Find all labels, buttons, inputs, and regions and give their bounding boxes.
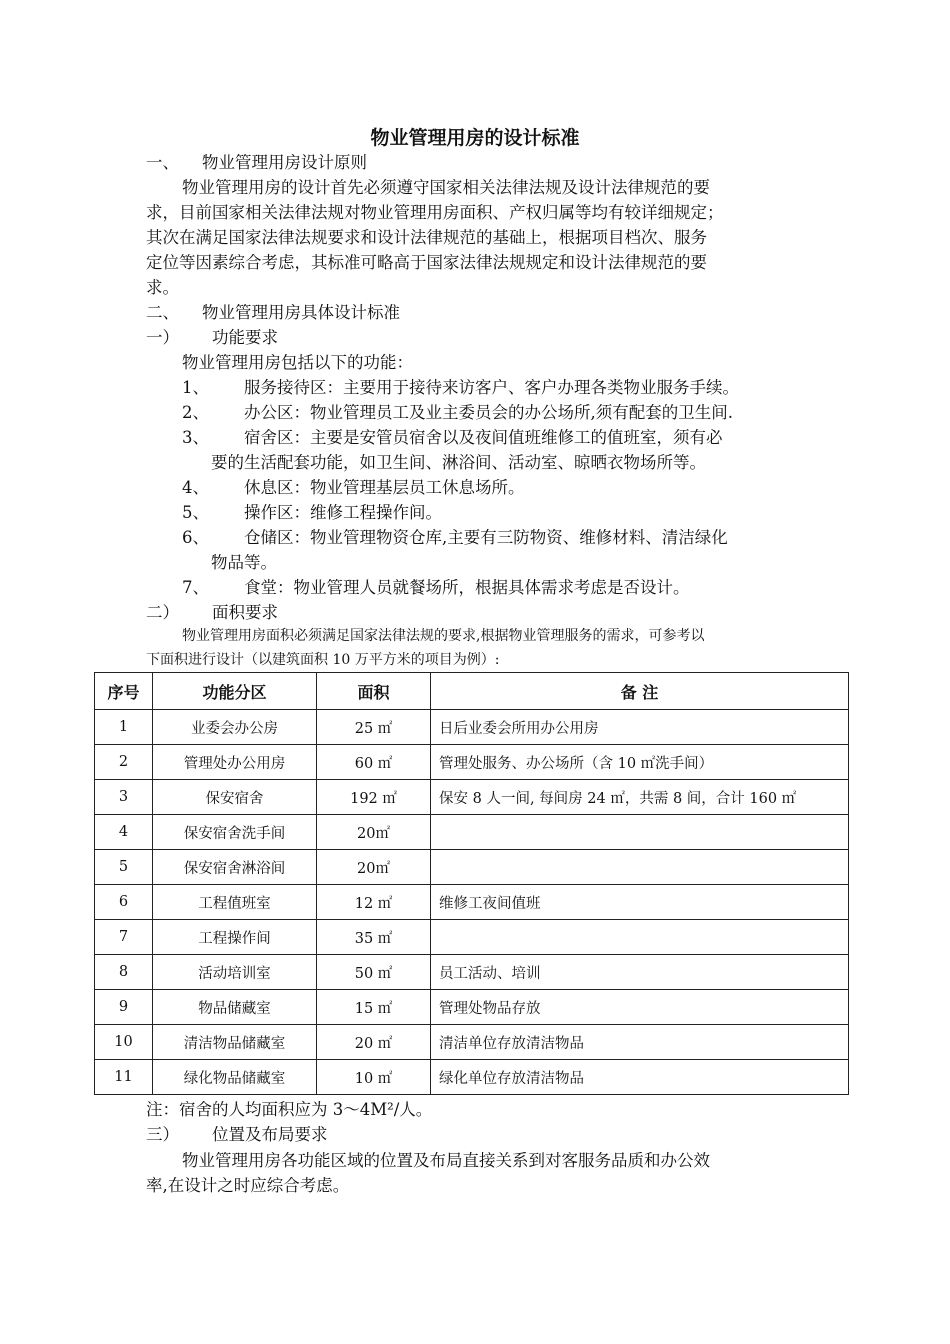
cell-serial: 2: [95, 745, 153, 780]
header-serial: 序号: [95, 673, 153, 710]
table-row: [95, 1025, 849, 1060]
area-intro-line: 下面积进行设计（以建筑面积 10 万平方米的项目为例）:: [146, 652, 500, 668]
cell-note: 保安 8 人一间, 每间房 24 ㎡，共需 8 间，合计 160 ㎡: [431, 780, 849, 815]
paragraph-line: 其次在满足国家法律法规要求和设计法律规范的基础上，根据项目档次、服务: [146, 228, 707, 247]
cell-area: 20㎡: [317, 850, 431, 885]
cell-serial: 7: [95, 920, 153, 955]
table-row: [95, 780, 849, 815]
cell-note: [431, 850, 849, 885]
function-item-number: 5、: [182, 503, 209, 522]
section-2-heading: [146, 300, 400, 325]
cell-area: 50 ㎡: [317, 955, 431, 990]
function-item-text: 宿舍区：主要是安管员宿舍以及夜间值班维修工的值班室，须有必: [244, 428, 723, 447]
document-title: 物业管理用房的设计标准: [370, 127, 580, 149]
subsection-1-heading: [146, 325, 278, 350]
section-2-title: 物业管理用房具体设计标准: [202, 303, 400, 322]
cell-area: 12 ㎡: [317, 885, 431, 920]
subsection-2-title: 面积要求: [212, 603, 278, 622]
function-item-number: 4、: [182, 478, 209, 497]
cell-serial: 1: [95, 710, 153, 745]
function-item-continuation: 物品等。: [211, 553, 277, 572]
cell-zone: 物品储藏室: [153, 990, 317, 1025]
section-1-heading: [146, 150, 367, 175]
paragraph-line: 物业管理用房各功能区域的位置及布局直接关系到对客服务品质和办公效: [182, 1151, 710, 1170]
cell-note: 维修工夜间值班: [431, 885, 849, 920]
cell-zone: 业委会办公房: [153, 710, 317, 745]
header-zone: 功能分区: [153, 673, 317, 710]
function-item: [182, 425, 723, 450]
cell-serial: 5: [95, 850, 153, 885]
cell-serial: 4: [95, 815, 153, 850]
table-row: [95, 815, 849, 850]
function-item: [182, 400, 733, 425]
function-item-number: 3、: [182, 428, 209, 447]
cell-zone: 保安宿舍洗手间: [153, 815, 317, 850]
table-body: [95, 710, 849, 1095]
cell-note: 员工活动、培训: [431, 955, 849, 990]
function-item-number: 1、: [182, 378, 209, 397]
function-item-text: 食堂：物业管理人员就餐场所，根据具体需求考虑是否设计。: [244, 578, 690, 597]
cell-zone: 工程值班室: [153, 885, 317, 920]
table-row: [95, 920, 849, 955]
paragraph-line: 率,在设计之时应综合考虑。: [146, 1176, 350, 1195]
area-table: [94, 672, 849, 1095]
function-item: [182, 575, 690, 600]
table-row: [95, 990, 849, 1025]
cell-serial: 9: [95, 990, 153, 1025]
cell-serial: 11: [95, 1060, 153, 1095]
section-2-number: 二、: [146, 303, 179, 322]
table-note: 注：宿舍的人均面积应为 3～4M²/人。: [146, 1100, 433, 1119]
subsection-1-title: 功能要求: [212, 328, 278, 347]
subsection-2-heading: [146, 600, 278, 625]
cell-area: 20㎡: [317, 815, 431, 850]
area-intro-line: 物业管理用房面积必须满足国家法律法规的要求,根据物业管理服务的需求，可参考以: [182, 628, 705, 644]
section-1-number: 一、: [146, 153, 179, 172]
cell-area: 20 ㎡: [317, 1025, 431, 1060]
cell-note: 管理处服务、办公场所（含 10 ㎡洗手间）: [431, 745, 849, 780]
function-item: [182, 500, 442, 525]
cell-zone: 清洁物品储藏室: [153, 1025, 317, 1060]
cell-area: 60 ㎡: [317, 745, 431, 780]
function-item: [182, 375, 739, 400]
subsection-3-title: 位置及布局要求: [212, 1125, 328, 1144]
header-note: 备 注: [431, 673, 849, 710]
cell-note: 绿化单位存放清洁物品: [431, 1060, 849, 1095]
paragraph-line: 求，目前国家相关法律法规对物业管理用房面积、产权归属等均有较详细规定；: [146, 203, 724, 222]
function-item: [182, 525, 728, 550]
cell-note: 管理处物品存放: [431, 990, 849, 1025]
table-row: [95, 745, 849, 780]
cell-zone: 绿化物品储藏室: [153, 1060, 317, 1095]
function-item-text: 休息区：物业管理基层员工休息场所。: [244, 478, 525, 497]
cell-serial: 3: [95, 780, 153, 815]
cell-area: 15 ㎡: [317, 990, 431, 1025]
cell-note: [431, 815, 849, 850]
paragraph-line: 求。: [146, 278, 179, 297]
table-row: [95, 955, 849, 990]
function-item-number: 2、: [182, 403, 209, 422]
cell-serial: 8: [95, 955, 153, 990]
cell-zone: 工程操作间: [153, 920, 317, 955]
cell-area: 192 ㎡: [317, 780, 431, 815]
function-intro: 物业管理用房包括以下的功能：: [182, 353, 413, 372]
function-item-continuation: 要的生活配套功能，如卫生间、淋浴间、活动室、晾晒衣物场所等。: [211, 453, 706, 472]
table-row: [95, 850, 849, 885]
subsection-1-number: 一）: [146, 328, 179, 347]
header-area: 面积: [317, 673, 431, 710]
function-item-number: 6、: [182, 528, 209, 547]
subsection-3-heading: [146, 1122, 328, 1147]
subsection-2-number: 二）: [146, 603, 179, 622]
table-header-row: [95, 673, 849, 710]
table-row: [95, 710, 849, 745]
cell-note: 日后业委会所用办公用房: [431, 710, 849, 745]
function-item-number: 7、: [182, 578, 209, 597]
cell-note: [431, 920, 849, 955]
function-item-text: 办公区：物业管理员工及业主委员会的办公场所,须有配套的卫生间.: [244, 403, 733, 422]
cell-serial: 10: [95, 1025, 153, 1060]
cell-zone: 保安宿舍: [153, 780, 317, 815]
function-item-text: 操作区：维修工程操作间。: [244, 503, 442, 522]
function-item-text: 服务接待区：主要用于接待来访客户、客户办理各类物业服务手续。: [244, 378, 739, 397]
cell-area: 35 ㎡: [317, 920, 431, 955]
subsection-3-number: 三）: [146, 1125, 179, 1144]
cell-area: 25 ㎡: [317, 710, 431, 745]
paragraph-line: 定位等因素综合考虑，其标准可略高于国家法律法规规定和设计法律规范的要: [146, 253, 707, 272]
section-1-title: 物业管理用房设计原则: [202, 153, 367, 172]
cell-zone: 保安宿舍淋浴间: [153, 850, 317, 885]
cell-zone: 活动培训室: [153, 955, 317, 990]
paragraph-line: 物业管理用房的设计首先必须遵守国家相关法律法规及设计法律规范的要: [182, 178, 710, 197]
cell-serial: 6: [95, 885, 153, 920]
table-row: [95, 1060, 849, 1095]
function-item: [182, 475, 525, 500]
function-item-text: 仓储区：物业管理物资仓库,主要有三防物资、维修材料、清洁绿化: [244, 528, 728, 547]
cell-zone: 管理处办公用房: [153, 745, 317, 780]
table-row: [95, 885, 849, 920]
cell-area: 10 ㎡: [317, 1060, 431, 1095]
cell-note: 清洁单位存放清洁物品: [431, 1025, 849, 1060]
